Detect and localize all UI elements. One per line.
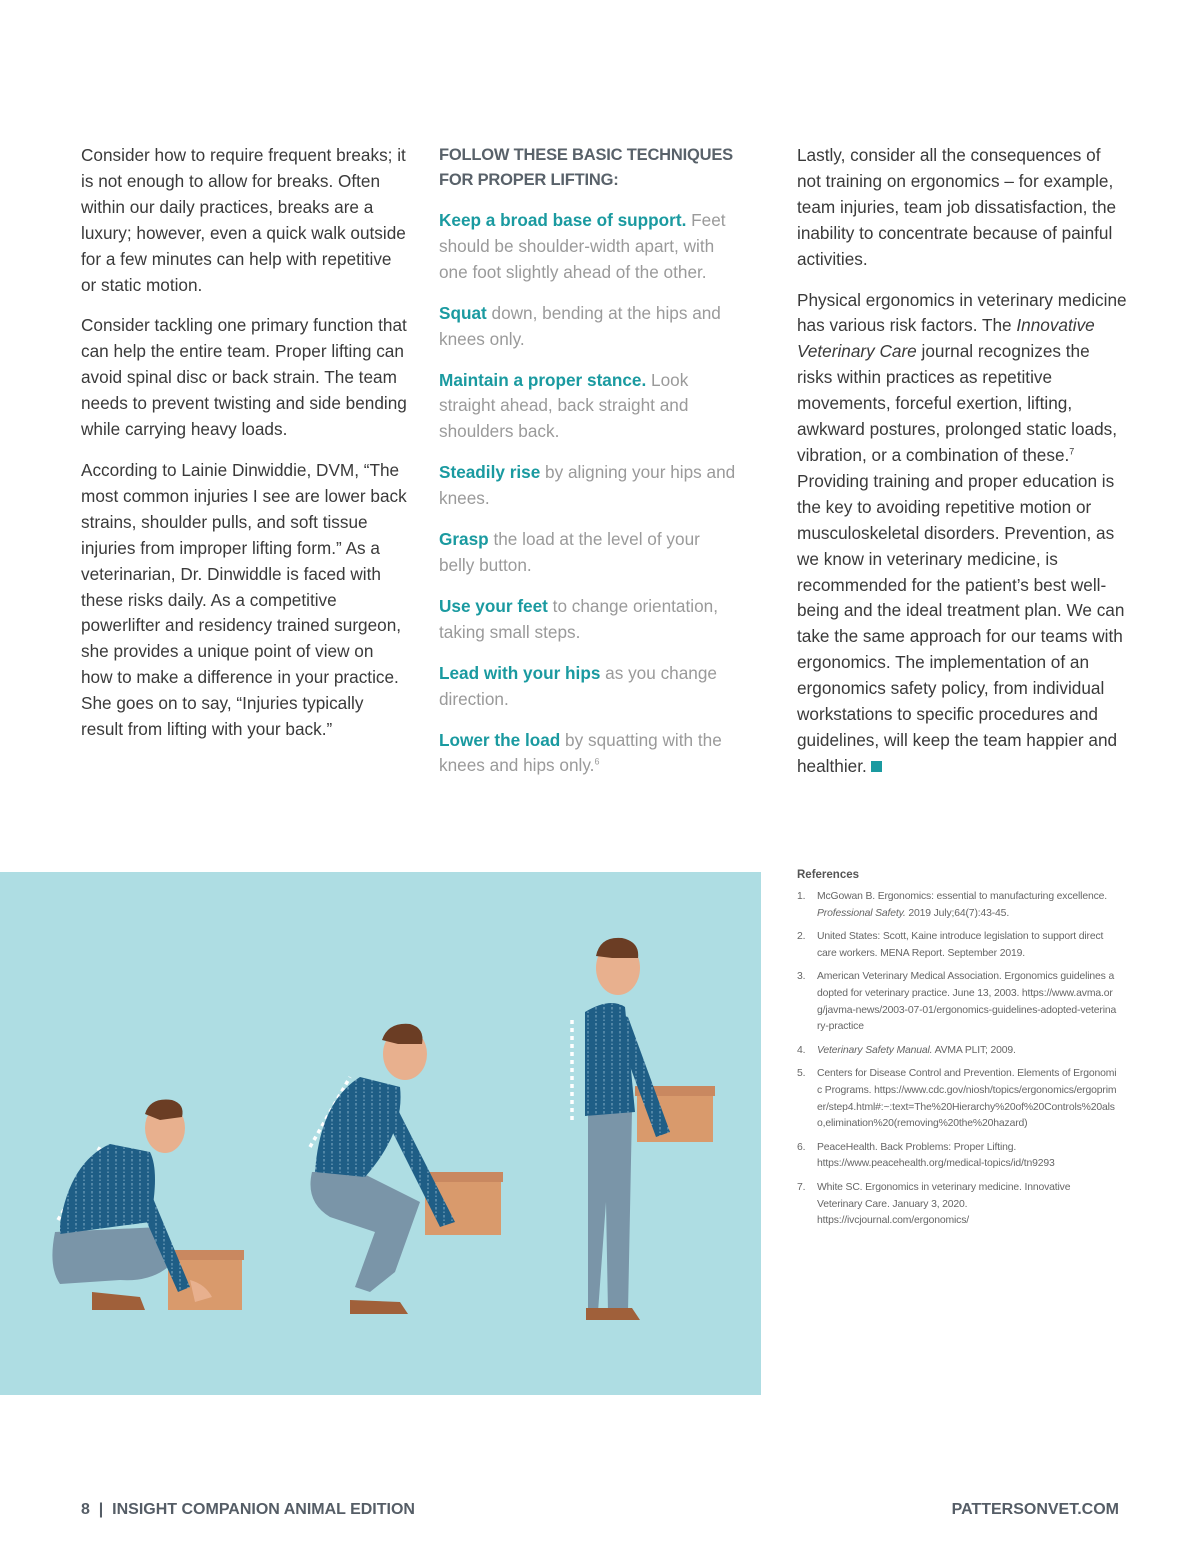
technique-lead: Steadily rise: [439, 462, 541, 483]
col1-paragraph-2: Consider tackling one primary function that can help the entire team. Proper lifting can avoid spinal disc or back strain. The team needs to prevent twisting and side bending while carrying heavy loads.: [81, 315, 407, 440]
reference-number: 4.: [797, 1044, 806, 1056]
technique-item: [439, 527, 739, 579]
reference-number: 7.: [797, 1181, 806, 1193]
reference-text: 2019 July;64(7):43-45.: [905, 907, 1010, 919]
technique-item: [439, 208, 739, 286]
technique-item: [439, 301, 739, 353]
technique-text: by aligning your hips and knees.: [439, 462, 736, 509]
article-column-2: [439, 143, 739, 794]
references-section: [797, 869, 1117, 1237]
reference-text: American Veterinary Medical Association. Ergonomics guidelines adopted for veterinary practice. June 13, 2003. https://www.avma.org/javma-news/2003-07-01/ergonomics-guidelines-adopted-veterinary-practice: [817, 971, 1117, 1033]
reference-item: [797, 1140, 1117, 1173]
technique-lead: Lead with your hips: [439, 662, 601, 683]
technique-item: [439, 661, 739, 713]
journal-title: Innovative Veterinary Care: [797, 315, 1095, 362]
reference-text: United States: Scott, Kaine introduce legislation to support direct care workers. MENA Report. September 2019.: [817, 931, 1104, 959]
technique-lead: Squat: [439, 302, 487, 323]
reference-item: [797, 929, 1117, 962]
technique-item: [439, 594, 739, 646]
reference-emphasis: Professional Safety.: [817, 907, 906, 919]
footnote-marker: 7: [1069, 446, 1075, 457]
footnote-marker: 6: [594, 756, 600, 767]
technique-text: Feet should be shoulder-width apart, with one foot slightly ahead of the other.: [439, 210, 726, 282]
technique-text: down, bending at the hips and knees only.: [439, 302, 721, 349]
reference-item: [797, 1180, 1117, 1230]
technique-lead: Grasp: [439, 529, 489, 550]
col3-paragraph-1: Lastly, consider all the consequences of not training on ergonomics – for example, team injuries, team job dissatisfaction, the inability to concentrate because of painful activities.: [797, 145, 1117, 269]
reference-text: Centers for Disease Control and Prevention. Elements of Ergonomic Programs. https://www.cdc.gov/niosh/topics/ergonomics/ergoprimer/step4.html#:~:text=The%20Hierarchy%20of%20Controls%20also,elimination%20(removing%20the%20hazard): [817, 1068, 1117, 1130]
technique-item: [439, 728, 739, 780]
col3-paragraph-2: [797, 288, 1127, 780]
reference-number: 5.: [797, 1068, 806, 1080]
col1-paragraph-3: According to Lainie Dinwiddie, DVM, “The most common injuries I see are lower back strains, shoulder pulls, and soft tissue injuries from improper lifting form.” As a veterinarian, Dr. Dinwiddle is faced with these risks daily. As a competitive powerlifter and residency trained surgeon, she provides a unique point of view on how to make a difference in your practice. She goes on to say, “Injuries typically result from lifting with your back.”: [81, 459, 407, 740]
reference-item: [797, 1043, 1117, 1060]
end-mark-icon: [871, 761, 882, 772]
reference-text: AVMA PLIT; 2009.: [932, 1044, 1016, 1056]
technique-text: by squatting with the knees and hips only.: [439, 729, 722, 776]
reference-text: McGowan B. Ergonomics: essential to manufacturing excellence.: [817, 891, 1108, 902]
col1-paragraph-1: Consider how to require frequent breaks; it is not enough to allow for breaks. Often within our daily practices, breaks are a luxury; however, even a quick walk outside for a few minutes can help with repetitive or static motion.: [81, 145, 406, 295]
technique-lead: Keep a broad base of support.: [439, 210, 687, 230]
technique-item: [439, 368, 739, 446]
techniques-heading: FOLLOW THESE BASIC TECHNIQUES FOR PROPER LIFTING:: [439, 146, 733, 189]
article-column-1: [81, 143, 409, 758]
technique-lead: Maintain a proper stance.: [439, 369, 647, 390]
reference-number: 2.: [797, 931, 806, 943]
reference-item: [797, 1066, 1117, 1132]
techniques-list: [439, 208, 739, 779]
article-column-3: [797, 143, 1127, 795]
reference-number: 1.: [797, 891, 806, 902]
col3-text: Physical ergonomics in veterinary medicine has various risk factors. The: [797, 289, 1127, 336]
technique-lead: Use your feet: [439, 595, 548, 616]
reference-item: [797, 889, 1117, 922]
references-title: References: [797, 869, 860, 881]
reference-item: [797, 969, 1117, 1035]
reference-text: PeaceHealth. Back Problems: Proper Lifting. https://www.peacehealth.org/medical-topics/id/tn9293: [817, 1141, 1055, 1170]
reference-number: 3.: [797, 971, 806, 983]
technique-text: to change orientation, taking small steps.: [439, 595, 718, 642]
reference-emphasis: Veterinary Safety Manual.: [817, 1044, 933, 1056]
reference-number: 6.: [797, 1141, 806, 1153]
footer-page-label: 8 | INSIGHT COMPANION ANIMAL EDITION: [81, 1501, 415, 1518]
technique-text: as you change direction.: [439, 662, 717, 709]
references-list: [797, 889, 1117, 1230]
col3-text: journal recognizes the risks within practices as repetitive movements, forceful exertion, lifting, awkward postures, prolonged static loads, vibration, or a combination of these.: [797, 341, 1118, 465]
technique-lead: Lower the load: [439, 729, 561, 750]
lifting-illustration: [0, 872, 761, 1395]
technique-text: Look straight ahead, back straight and shoulders back.: [439, 369, 689, 442]
reference-text: White SC. Ergonomics in veterinary medicine. Innovative Veterinary Care. January 3, 2020. https://ivcjournal.com/ergonomics/: [817, 1181, 1071, 1227]
technique-text: the load at the level of your belly button.: [439, 529, 700, 575]
technique-item: [439, 460, 739, 512]
col3-text: Providing training and proper education is the key to avoiding repetitive motion or musculoskeletal disorders. Prevention, as we know in veterinary medicine, is recommended for the patient’s best well-being and the ideal treatment plan. We can take the same approach for our teams with ergonomics. The implementation of an ergonomics safety policy, from individual workstations to specific procedures and guidelines, will keep the team happier and healthier.: [797, 470, 1125, 776]
footer-website: PATTERSONVET.COM: [951, 1501, 1119, 1518]
